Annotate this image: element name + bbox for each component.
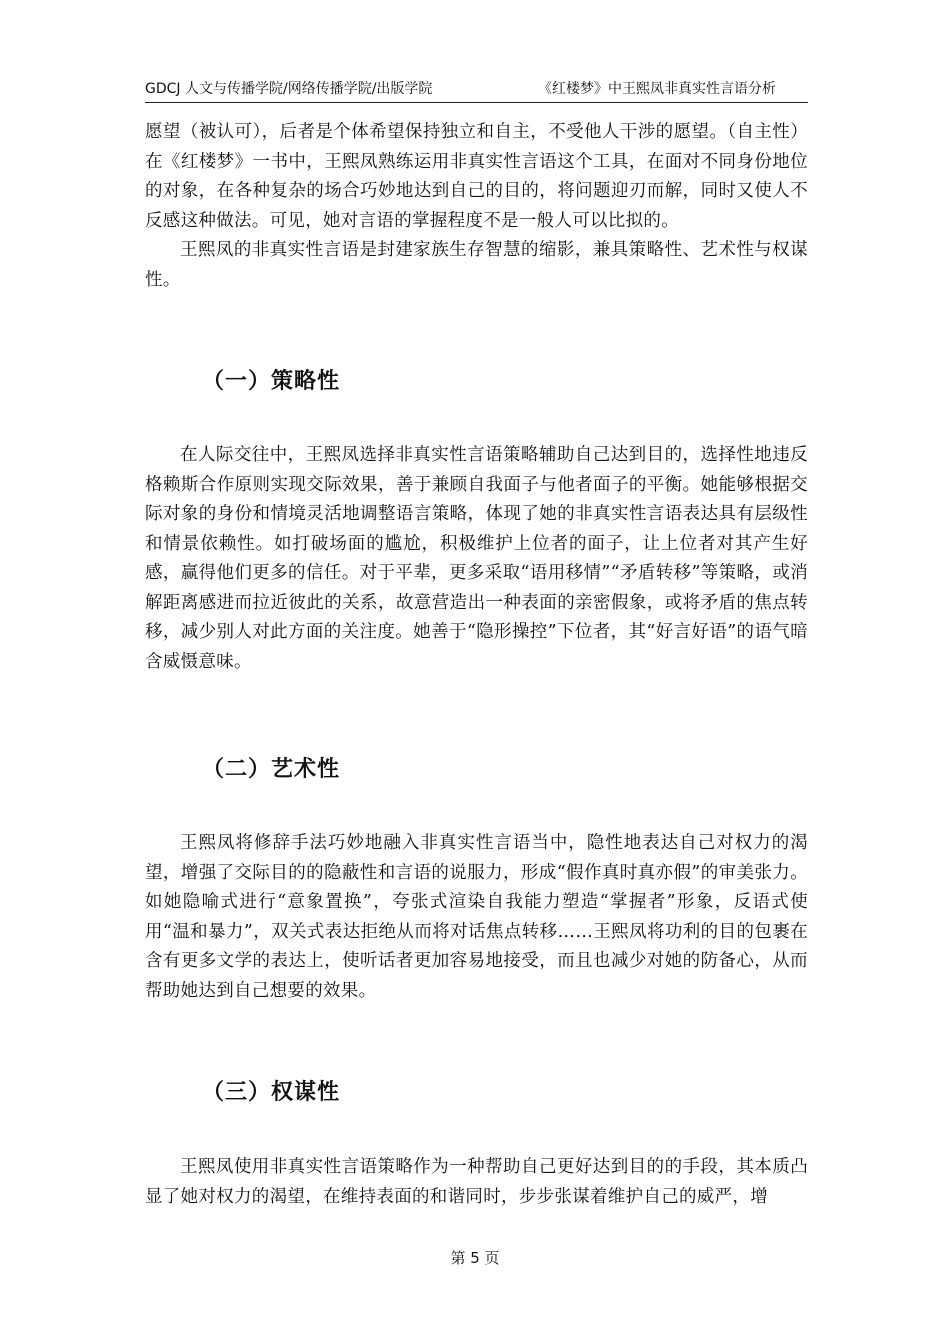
- section-title-scheming: （三）权谋性: [202, 1080, 341, 1105]
- section-paragraph: 在人际交往中，王熙凤选择非真实性言语策略辅助自己达到目的，选择性地违反格赖斯合作原则实现交际效果，善于兼顾自我面子与他者面子的平衡。她能够根据交际对象的身份和情境灵活地调整语言策略，体现了她的非真实性言语表达具有层级性和情景依赖性。如打破场面的尴尬，积极维护上位者的面子，让上位者对其产生好感，赢得他们更多的信任。对于平辈，更多采取“语用移情”“矛盾转移”等策略，或消解距离感进而拉近彼此的关系，故意营造出一种表面的亲密假象，或将矛盾的焦点转移，减少别人对此方面的关注度。她善于“隐形操控”下位者，其“好言好语”的语气暗含威慑意味。: [145, 445, 808, 672]
- running-header: [145, 78, 808, 100]
- intro-paragraph-1: 愿望（被认可），后者是个体希望保持独立和自主，不受他人干涉的愿望。（自主性）在《红楼梦》一书中，王熙凤熟练运用非真实性言语这个工具，在面对不同身份地位的对象，在各种复杂的场合巧妙地达到自己的目的，将问题迎刃而解，同时又使人不反感这种做法。可见，她对言语的掌握程度不是一般人可以比拟的。: [145, 122, 808, 231]
- section-body-strategy: [145, 441, 808, 677]
- section-paragraph: 王熙凤使用非真实性言语策略作为一种帮助自己更好达到目的的手段，其本质凸显了她对权力的渴望，在维持表面的和谐同时，步步张谋着维护自己的威严，增: [145, 1157, 808, 1207]
- section-title-artistry: （二）艺术性: [202, 757, 341, 782]
- section-body-artistry: [145, 829, 808, 1006]
- page-number: 第 5 页: [450, 1249, 500, 1267]
- header-institution: GDCJ 人文与传播学院/网络传播学院/出版学院: [145, 81, 433, 97]
- section-paragraph: 王熙凤将修辞手法巧妙地融入非真实性言语当中，隐性地表达自己对权力的渴望，增强了交际目的的隐蔽性和言语的说服力，形成“假作真时真亦假”的审美张力。如她隐喻式进行“意象置换”，夸张式渲染自我能力塑造“掌握者”形象，反语式使用“温和暴力”，双关式表达拒绝从而将对话焦点转移……王熙凤将功利的目的包裹在含有更多文学的表达上，使听话者更加容易地接受，而且也减少对她的防备心，从而帮助她达到自己想要的效果。: [145, 833, 808, 1001]
- header-divider: [145, 102, 808, 103]
- intro-block: [145, 118, 808, 295]
- section-body-scheming: [145, 1153, 808, 1212]
- header-paper-title: 《红楼梦》中王熙凤非真实性言语分析: [538, 81, 776, 97]
- intro-paragraph-2: 王熙凤的非真实性言语是封建家族生存智慧的缩影，兼具策略性、艺术性与权谋性。: [145, 240, 808, 290]
- section-title-strategy: （一）策略性: [202, 369, 341, 394]
